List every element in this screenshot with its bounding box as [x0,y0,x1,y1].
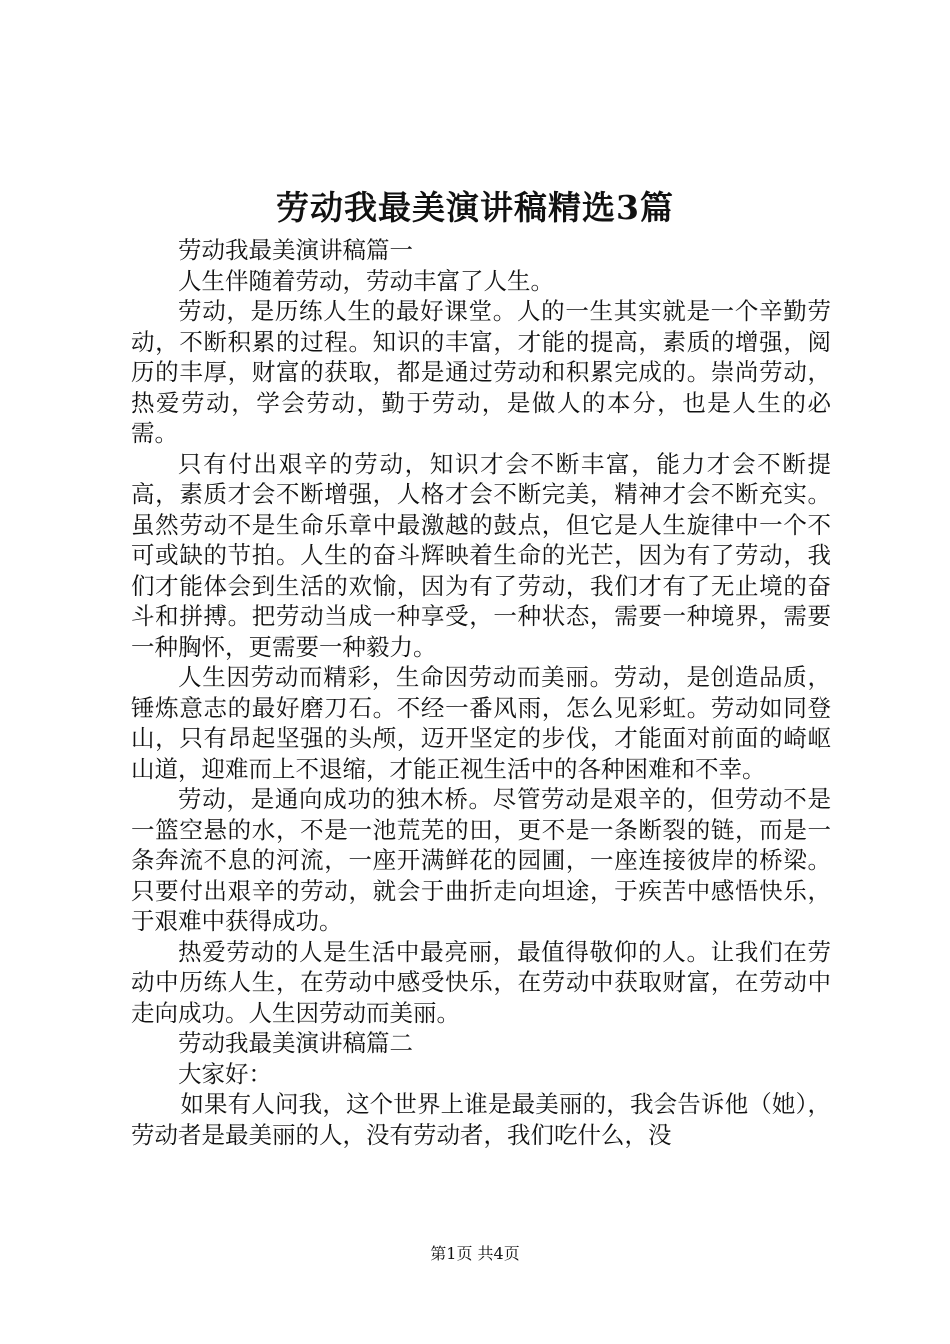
paragraph: 热爱劳动的人是生活中最亮丽，最值得敬仰的人。让我们在劳动中历练人生，在劳动中感受快乐，在劳动中获取财富，在劳动中走向成功。人生因劳动而美丽。 [131,937,831,1027]
paragraph: 人生伴随着劳动，劳动丰富了人生。 [178,266,554,295]
paragraph: 如果有人问我，这个世界上谁是最美丽的，我会告诉他（她），劳动者是最美丽的人，没有劳动者，我们吃什么，没 [131,1090,831,1149]
paragraph: 人生因劳动而精彩，生命因劳动而美丽。劳动，是创造品质，锤炼意志的最好磨刀石。不经一番风雨，怎么见彩虹。劳动如同登山，只有昂起坚强的头颅，迈开坚定的步伐，才能面对前面的崎岖山道，迎难而上不退缩，才能正视生活中的各种困难和不幸。 [131,663,831,783]
document-title: 劳动我最美演讲稿精选3篇 [276,188,674,227]
paragraph: 只有付出艰辛的劳动，知识才会不断丰富，能力才会不断提高，素质才会不断增强，人格才会不断完美，精神才会不断充实。虽然劳动不是生命乐章中最激越的鼓点，但它是人生旋律中一个不可或缺的节拍。人生的奋斗辉映着生命的光芒，因为有了劳动，我们才能体会到生活的欢愉，因为有了劳动，我们才有了无止境的奋斗和拼搏。把劳动当成一种享受，一种状态，需要一种境界，需要一种胸怀，更需要一种毅力。 [131,449,831,661]
page-footer: 第1页 共4页 [430,1244,520,1263]
document-body [131,235,831,1150]
section-heading: 劳动我最美演讲稿篇二 [178,1029,413,1057]
section-heading: 劳动我最美演讲稿篇一 [178,236,413,264]
paragraph: 劳动，是通向成功的独木桥。尽管劳动是艰辛的，但劳动不是一篮空悬的水，不是一池荒芜的田，更不是一条断裂的链，而是一条奔流不息的河流，一座开满鲜花的园圃，一座连接彼岸的桥梁。只要付出艰辛的劳动，就会于曲折走向坦途，于疾苦中感悟快乐，于艰难中获得成功。 [131,785,831,935]
paragraph: 大家好： [178,1059,272,1088]
paragraph: 劳动，是历练人生的最好课堂。人的一生其实就是一个辛勤劳动，不断积累的过程。知识的丰富，才能的提高，素质的增强，阅历的丰厚，财富的获取，都是通过劳动和积累完成的。崇尚劳动，热爱劳动，学会劳动，勤于劳动，是做人的本分，也是人生的必需。 [131,297,831,447]
